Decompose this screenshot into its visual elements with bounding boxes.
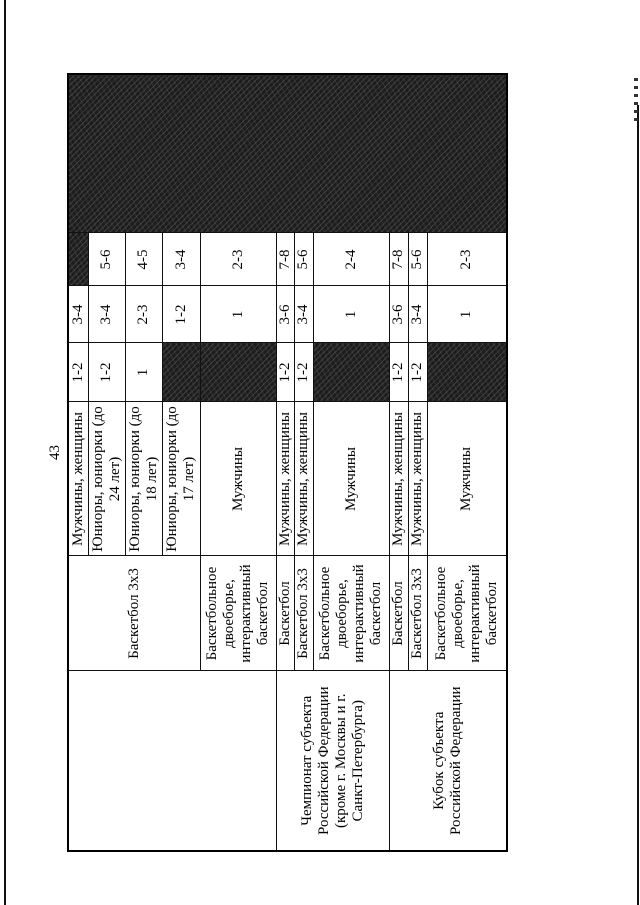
event-cell [68, 671, 276, 851]
place-cell: 3-4 [162, 233, 200, 286]
category-cell: Мужчины, женщины [68, 402, 88, 556]
category-cell: Мужчины [427, 402, 507, 556]
category-cell: Юниоры, юниорки (до 18 лет) [125, 402, 162, 556]
category-cell: Юниоры, юниорки (до 17 лет) [162, 402, 200, 556]
scan-marks [634, 78, 638, 126]
place-cell: 3-4 [294, 286, 313, 343]
shaded-cell [68, 233, 88, 286]
sport-cell: Баскетбол [276, 556, 294, 671]
sport-cell: Баскетбольное двоеборье, интерактивный баскетбол [313, 556, 389, 671]
shaded-cell [162, 343, 200, 402]
scan-page-edge [4, 0, 6, 905]
place-cell: 2-3 [125, 286, 162, 343]
sport-cell: Баскетбол 3x3 [408, 556, 427, 671]
sport-cell: Баскетбольное двоеборье, интерактивный баскетбол [427, 556, 507, 671]
place-cell: 3-6 [389, 286, 408, 343]
place-cell: 1 [427, 286, 507, 343]
category-cell: Мужчины [313, 402, 389, 556]
shaded-column [68, 74, 507, 233]
event-cell: Чемпионат субъекта Российской Федерации (кроме г. Москвы и г. Санкт-Петербурга) [276, 671, 389, 851]
place-cell: 1-2 [68, 343, 88, 402]
place-cell: 3-6 [276, 286, 294, 343]
sport-cell: Баскетбол 3x3 [68, 556, 200, 671]
place-cell: 1-2 [408, 343, 427, 402]
page-number: 43 [47, 445, 63, 460]
category-cell: Юниоры, юниорки (до 24 лет) [88, 402, 125, 556]
place-cell: 3-4 [408, 286, 427, 343]
competition-table [67, 73, 508, 852]
place-cell: 2-3 [200, 233, 276, 286]
category-cell: Мужчины [200, 402, 276, 556]
shaded-cell [313, 343, 389, 402]
place-cell: 5-6 [408, 233, 427, 286]
sport-cell: Баскетбол [389, 556, 408, 671]
place-cell: 7-8 [276, 233, 294, 286]
place-cell: 1-2 [389, 343, 408, 402]
event-cell: Кубок субъекта Российской Федерации [389, 671, 507, 851]
place-cell: 2-4 [313, 233, 389, 286]
place-cell: 1-2 [88, 343, 125, 402]
place-cell: 4-5 [125, 233, 162, 286]
shaded-cell [200, 343, 276, 402]
place-cell: 5-6 [88, 233, 125, 286]
sport-cell: Баскетбол 3x3 [294, 556, 313, 671]
scan-page-edge [637, 105, 639, 905]
place-cell: 1-2 [276, 343, 294, 402]
place-cell: 1 [313, 286, 389, 343]
place-cell: 7-8 [389, 233, 408, 286]
place-cell: 2-3 [427, 233, 507, 286]
place-cell: 3-4 [68, 286, 88, 343]
place-cell: 3-4 [88, 286, 125, 343]
category-cell: Мужчины, женщины [408, 402, 427, 556]
rotated-table-container [67, 75, 506, 852]
place-cell: 1 [200, 286, 276, 343]
category-cell: Мужчины, женщины [276, 402, 294, 556]
category-cell: Мужчины, женщины [389, 402, 408, 556]
shaded-cell [427, 343, 507, 402]
table-row [68, 74, 88, 851]
sport-cell: Баскетбольное двоеборье, интерактивный баскетбол [200, 556, 276, 671]
place-cell: 1-2 [162, 286, 200, 343]
place-cell: 1-2 [294, 343, 313, 402]
place-cell: 1 [125, 343, 162, 402]
category-cell: Мужчины, женщины [294, 402, 313, 556]
place-cell: 5-6 [294, 233, 313, 286]
